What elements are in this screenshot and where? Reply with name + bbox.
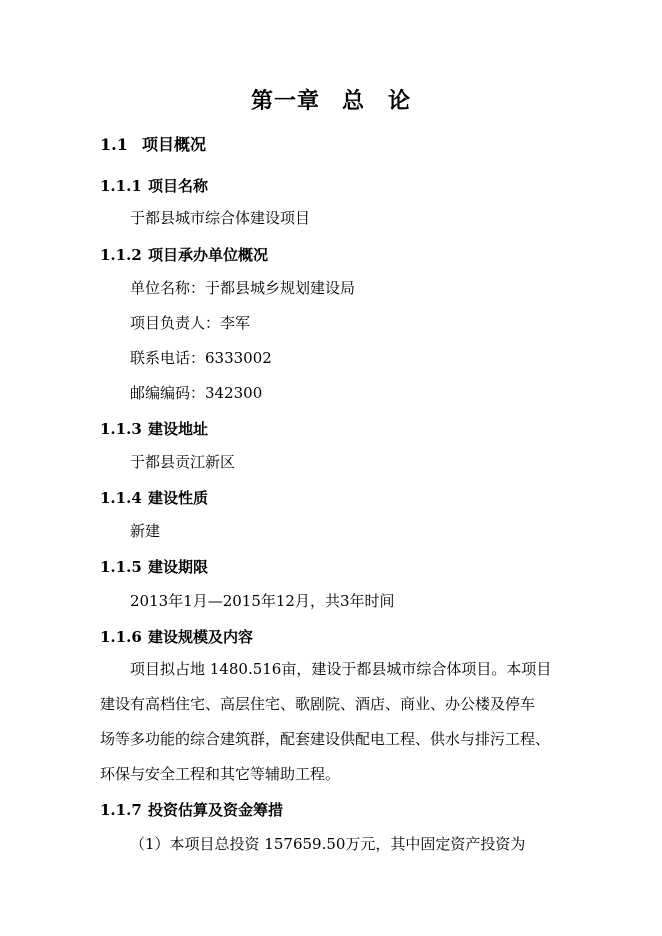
chapter-number: 第一章: [250, 88, 320, 114]
subsection-number: 1.1.5: [100, 558, 142, 576]
section-title: 项目概况: [142, 135, 207, 154]
body-line: 邮编编码：342300: [130, 384, 263, 402]
body-line: 单位名称：于都县城乡规划建设局: [130, 279, 356, 297]
subsection-title: 建设地址: [148, 420, 209, 438]
body-line: 项目负责人：李军: [130, 314, 251, 332]
subsection-number: 1.1.1: [100, 177, 142, 195]
section-number: 1.1: [100, 135, 128, 154]
subsection-heading: [100, 487, 208, 508]
body-line: 联系电话：6333002: [130, 349, 272, 367]
subsection-title: 项目名称: [148, 177, 209, 195]
paragraph-line: 环保与安全工程和其它等辅助工程。: [100, 765, 341, 783]
subsection-number: 1.1.6: [100, 628, 142, 646]
body-line: 于都县城市综合体建设项目: [130, 209, 311, 227]
subsection-title: 建设期限: [148, 558, 209, 576]
subsection-number: 1.1.3: [100, 420, 142, 438]
chapter-title: [0, 84, 662, 115]
body-line: 新建: [130, 522, 161, 540]
paragraph-line: 建设有高档住宅、高层住宅、歌剧院、酒店、商业、办公楼及停车: [100, 695, 536, 713]
subsection-heading: [100, 418, 208, 439]
paragraph-line: 项目拟占地 1480.516亩，建设于都县城市综合体项目。本项目: [130, 660, 552, 678]
subsection-heading: [100, 556, 208, 577]
paragraph-line: 场等多功能的综合建筑群，配套建设供配电工程、供水与排污工程、: [100, 730, 551, 748]
subsection-title: 投资估算及资金筹措: [148, 801, 284, 819]
subsection-number: 1.1.2: [100, 246, 142, 264]
subsection-heading: [100, 626, 253, 647]
subsection-title: 建设性质: [148, 489, 209, 507]
subsection-heading: [100, 244, 268, 265]
subsection-number: 1.1.7: [100, 801, 142, 819]
section-heading: [100, 132, 206, 155]
subsection-number: 1.1.4: [100, 489, 142, 507]
subsection-heading: [100, 799, 283, 820]
body-line: 于都县贡江新区: [130, 453, 236, 471]
body-line: （1）本项目总投资 157659.50万元，其中固定资产投资为: [130, 835, 526, 853]
subsection-title: 建设规模及内容: [148, 628, 254, 646]
subsection-heading: [100, 175, 208, 196]
subsection-title: 项目承办单位概况: [148, 246, 269, 264]
body-line: 2013年1月—2015年12月，共3年时间: [130, 592, 395, 610]
chapter-name: 总 论: [342, 88, 412, 114]
